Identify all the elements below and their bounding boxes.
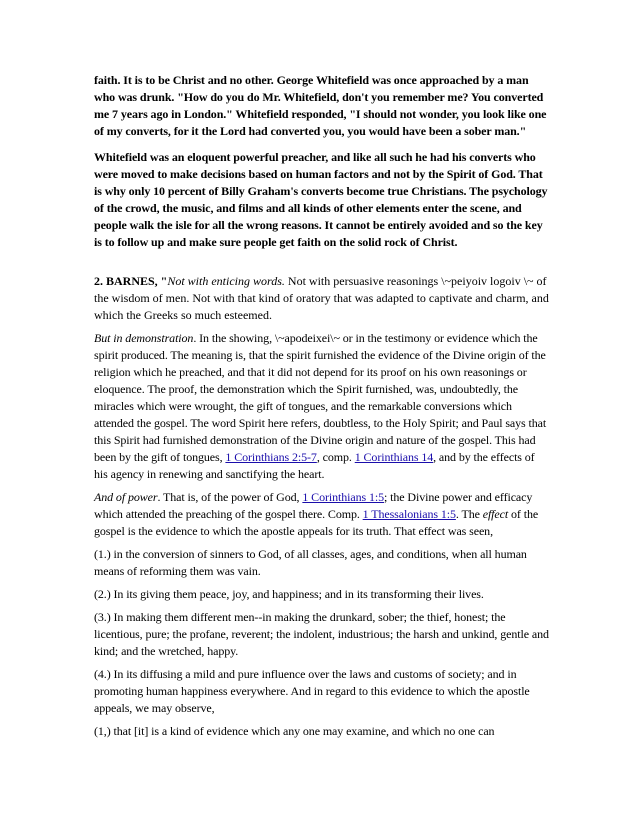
link-1-corinthians-14[interactable]: 1 Corinthians 14 [354, 450, 434, 464]
paragraph-whitefield-anecdote: faith. It is to be Christ and no other. George Whitefield was once approached by a man who was drunk. "How do you do Mr. Whitefield, don't you remember me? You converted me 7 years ago in London." Whitefield responded, "I should not wonder, you look like one of my converts, for it the Lord had converted you, you would have been a sober man." [94, 73, 547, 138]
link-1-corinthians-2-5-7[interactable]: 1 Corinthians 2:5-7 [225, 450, 317, 464]
power-text-b: ; the Divine power and efficacy which attended the preaching of the gospel there. Comp. [94, 490, 533, 521]
document-page [94, 72, 550, 740]
power-text-a: . That is, of the power of God, [157, 490, 303, 504]
power-lemma: And of power [94, 490, 158, 504]
list-item-2: (2.) In its giving them peace, joy, and happiness; and in its transforming their lives. [94, 587, 484, 601]
power-effect-word: effect [482, 507, 509, 521]
link-1-thessalonians-1-5[interactable]: 1 Thessalonians 1:5 [362, 507, 456, 521]
list-item-3: (3.) In making them different men--in making the drunkard, sober; the thief, honest; the licentious, pure; the profane, reverent; the indolent, industrious; the harsh and unkind, gentle and kind; and the wretched, happy. [94, 610, 549, 658]
list-item-4: (4.) In its diffusing a mild and pure influence over the laws and customs of society; and in promoting human happiness everywhere. And in regard to this evidence to which the apostle appeals, we may observe, [94, 667, 530, 715]
demonstration-text-b: , comp. [316, 450, 355, 464]
barnes-text: Not with persuasive reasonings \~peiyoiv logoiv \~ of the wisdom of men. Not with that kind of oratory that was adapted to captivate and charm, and which the Greeks so much esteemed. [94, 274, 549, 322]
paragraph-whitefield-preacher: Whitefield was an eloquent powerful preacher, and like all such he had his converts who were moved to make decisions based on human factors and not by the Spirit of God. That is why only 10 percent of Billy Graham's converts become true Christians. The psychology of the crowd, the music, and films and all kinds of other elements enter the scene, and people walk the isle for all the wrong reasons. It cannot be entirely avoided and so the key is to follow up and make sure people get faith on the solid rock of Christ. [94, 150, 548, 249]
demonstration-lemma: But in demonstration [94, 331, 194, 345]
paragraph-demonstration [94, 330, 550, 483]
link-1-corinthians-1-5[interactable]: 1 Corinthians 1:5 [302, 490, 384, 504]
barnes-label: 2. BARNES, " [94, 274, 168, 288]
demonstration-text-a: . In the showing, \~apodeixei\~ or in the testimony or evidence which the spirit produced. The meaning is, that the spirit furnished the evidence of the Divine origin of the religion which he preached, and that it did not depend for its proof on his own reasonings or eloquence. The proof, the demonstration which the Spirit furnished, was, undoubtedly, the miracles which were wrought, the gift of tongues, and the remarkable conversions which attended the gospel. The word Spirit here refers, doubtless, to the Holy Spirit; and Paul says that this Spirit had furnished demonstration of the Divine origin and nature of the gospel. This had been by the gift of tongues, [94, 331, 547, 464]
demonstration-text-c: , and by the effects of his agency in renewing and sanctifying the heart. [94, 450, 535, 481]
power-text-d: of the gospel is the evidence to which the apostle appeals for its truth. That effect was seen, [94, 507, 539, 538]
list-item-1: (1.) in the conversion of sinners to God, of all classes, ages, and conditions, when all human means of reforming them was vain. [94, 547, 527, 578]
power-text-c: . The [455, 507, 483, 521]
list-item-5: (1,) that [it] is a kind of evidence which any one may examine, and which no one can [94, 724, 495, 738]
paragraph-power [94, 489, 550, 540]
paragraph-barnes [94, 273, 550, 324]
barnes-lemma: Not with enticing words. [167, 274, 285, 288]
